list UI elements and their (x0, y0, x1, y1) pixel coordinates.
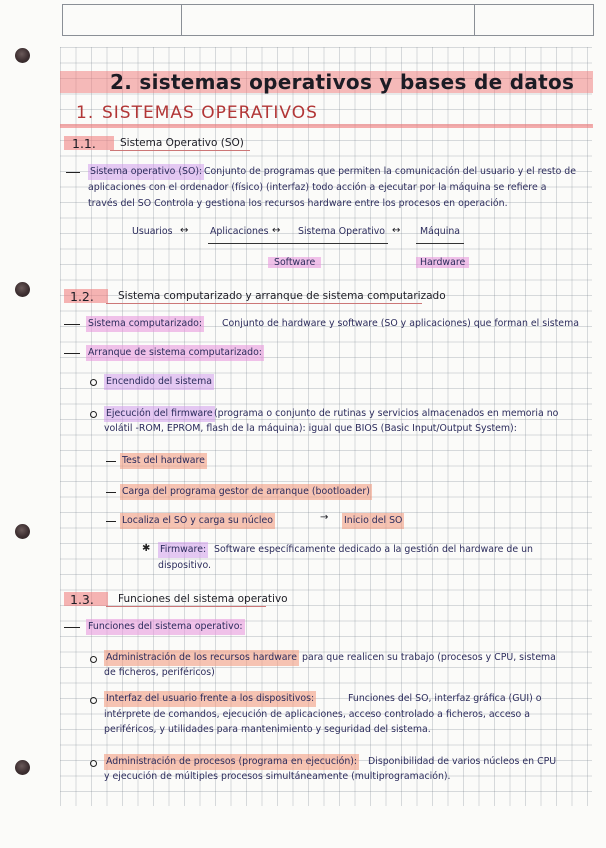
double-arrow-icon: ↔ (392, 225, 401, 236)
dash (106, 461, 116, 462)
s12-b2-line2: volátil -ROM, EPROM, flash de la máquina): igual que BIOS (Basic Input/Output System): (104, 423, 517, 434)
s13-number: 1.3. (70, 592, 94, 607)
section-1-number: 1. (76, 103, 95, 123)
s13-item-term: Funciones del sistema operativo: (86, 619, 245, 635)
bullet-icon (90, 411, 97, 418)
s13-f1-line2: de ficheros, periféricos) (104, 667, 215, 678)
s11-term: Sistema operativo (SO): (88, 164, 204, 180)
s12-number: 1.2. (70, 289, 94, 304)
s13-f1-term: Administración de los recursos hardware (104, 650, 299, 666)
s13-f3-line1: Disponibilidad de varios núcleos en CPU (368, 756, 557, 767)
s12-sub3-result: Inicio del SO (342, 513, 404, 529)
bullet-icon (90, 379, 97, 386)
s13-f2-line1: Funciones del SO, interfaz gráfica (GUI) o (348, 693, 542, 704)
section-1-title: SISTEMAS OPERATIVOS (102, 103, 318, 123)
dash (66, 172, 80, 173)
dash (106, 521, 116, 522)
page-title-highlight (60, 71, 593, 93)
header-cell (63, 5, 182, 35)
s13-f3-line2: y ejecución de múltiples procesos simultáneamente (multiprogramación). (104, 771, 451, 782)
dash (106, 492, 116, 493)
s12-underline (106, 303, 422, 304)
asterisk-icon: ✱ (142, 543, 151, 554)
s12-firmware-line2: dispositivo. (158, 560, 211, 571)
s11-line3: través del SO Controla y gestiona los recursos hardware entre los procesos en operación. (88, 198, 508, 209)
header-cell (182, 5, 475, 35)
s11-number: 1.1. (72, 136, 96, 151)
s11-underline (110, 150, 250, 151)
bullet-icon (90, 656, 97, 663)
s11-line2: aplicaciones con el ordenador (físico) (interfaz) todo acción a ejecutar por la máquina se refiere a (88, 182, 547, 193)
s13-f2-line2: intérprete de comandos, ejecución de aplicaciones, acceso controlado a ficheros, acceso a (104, 709, 530, 720)
bullet-icon (90, 697, 97, 704)
binder-hole (15, 282, 30, 297)
dash (64, 627, 80, 628)
header-box (62, 4, 594, 36)
s12-item1-text: Conjunto de hardware y software (SO y aplicaciones) que forman el sistema (222, 318, 579, 329)
diagram-aplicaciones: Aplicaciones (210, 226, 269, 237)
arrow-right-icon: → (320, 512, 329, 523)
page-title: 2. sistemas operativos y bases de datos (110, 70, 575, 94)
s13-f3-term: Administración de procesos (programa en ejecución): (104, 754, 359, 770)
bottom-margin (0, 806, 606, 848)
diagram-maquina: Máquina (420, 226, 461, 237)
binder-hole (15, 48, 30, 63)
dash (64, 324, 80, 325)
s12-firmware-term: Firmware: (158, 542, 208, 558)
s12-item1-term: Sistema computarizado: (86, 316, 204, 332)
s13-f1-line1: para que realicen su trabajo (procesos y CPU, sistema (302, 652, 556, 663)
right-margin (592, 0, 606, 848)
s12-item2-term: Arranque de sistema computarizado: (86, 345, 264, 361)
s12-firmware-line1: Software específicamente dedicado a la gestión del hardware de un (214, 544, 533, 555)
s13-title: Funciones del sistema operativo (118, 593, 288, 605)
diagram-software: Software (268, 257, 321, 268)
s12-b1: Encendido del sistema (104, 374, 214, 390)
diagram-usuarios: Usuarios (132, 226, 173, 237)
s12-sub1: Test del hardware (120, 453, 207, 469)
s11-line1: Conjunto de programas que permiten la comunicación del usuario y el resto de (204, 166, 577, 177)
double-arrow-icon: ↔ (272, 225, 281, 236)
header-cell (475, 5, 593, 35)
s12-sub3: Localiza el SO y carga su núcleo (120, 513, 275, 529)
s13-f2-term: Interfaz del usuario frente a los dispositivos: (104, 691, 316, 707)
bullet-icon (90, 760, 97, 767)
s13-f2-line3: periféricos, y utilidades para mantenimiento y seguridad del sistema. (104, 724, 431, 735)
double-arrow-icon: ↔ (180, 225, 189, 236)
s11-title: Sistema Operativo (SO) (120, 137, 244, 149)
diagram-hardware: Hardware (416, 257, 469, 268)
s12-title: Sistema computarizado y arranque de sistema computarizado (118, 290, 446, 302)
binder-hole (15, 524, 30, 539)
s12-b2-term: Ejecución del firmware (104, 406, 215, 422)
s13-underline (106, 606, 266, 607)
software-bracket (208, 243, 388, 244)
s12-sub2: Carga del programa gestor de arranque (bootloader) (120, 484, 372, 500)
left-margin (0, 0, 60, 848)
hardware-bracket (416, 243, 464, 244)
dash (64, 353, 80, 354)
binder-hole (15, 760, 30, 775)
section-1-underline (60, 124, 593, 128)
diagram-sistema: Sistema Operativo (298, 226, 386, 237)
s12-b2-line1: (programa o conjunto de rutinas y servicios almacenados en memoria no (214, 408, 559, 419)
